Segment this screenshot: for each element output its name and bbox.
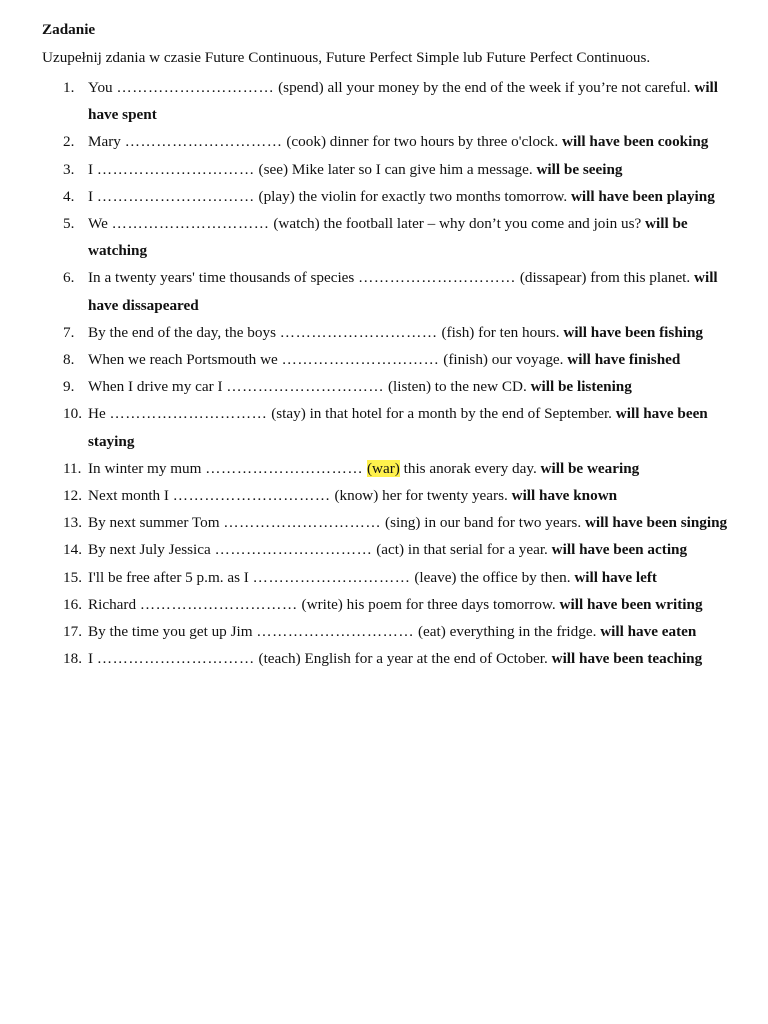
answer-text: will have been writing xyxy=(559,595,703,613)
sentence-start: By the time you get up Jim xyxy=(88,623,257,641)
sentence-end: (watch) the football later – why don’t you come and join us? xyxy=(269,215,646,233)
item-number: 15. xyxy=(63,568,82,586)
answer-blank: ………………………… xyxy=(111,215,270,233)
answer-blank: ………………………… xyxy=(205,459,364,477)
sentence-start: He xyxy=(88,405,110,423)
sentence-start: I xyxy=(88,650,97,668)
answer-blank: ………………………… xyxy=(214,541,373,559)
exercise-item xyxy=(42,319,728,346)
answer-text: will have been cooking xyxy=(561,133,709,151)
item-number: 13. xyxy=(63,514,82,532)
answer-blank: ………………………… xyxy=(252,568,411,586)
exercise-item xyxy=(42,264,728,318)
sentence-end: (teach) English for a year at the end of October. xyxy=(254,650,552,668)
sentence-end: (play) the violin for exactly two months tomorrow. xyxy=(254,187,571,205)
item-number: 9. xyxy=(63,378,75,396)
sentence-start: In a twenty years' time thousands of species xyxy=(88,269,359,287)
exercise-item xyxy=(42,564,728,591)
item-number: 16. xyxy=(63,595,82,613)
exercise-item xyxy=(42,210,728,264)
item-number: 10. xyxy=(63,405,82,423)
item-number: 5. xyxy=(63,215,75,233)
answer-text: will have been playing xyxy=(570,187,715,205)
exercise-item xyxy=(42,509,728,536)
answer-blank: ………………………… xyxy=(96,650,255,668)
exercise-item xyxy=(42,455,728,482)
answer-blank: ………………………… xyxy=(124,133,283,151)
answer-text: will have been singing xyxy=(584,514,728,532)
answer-blank: ………………………… xyxy=(116,79,275,96)
answer-text: will have known xyxy=(511,487,618,505)
sentence-start: By next summer Tom xyxy=(88,514,224,532)
answer-text: will have been teaching xyxy=(551,650,703,668)
answer-blank: ………………………… xyxy=(139,595,298,613)
item-number: 18. xyxy=(63,650,82,668)
answer-blank: ………………………… xyxy=(358,269,517,287)
sentence-start: I'll be free after 5 p.m. as I xyxy=(88,568,253,586)
sentence-start: By the end of the day, the boys xyxy=(88,323,280,341)
exercise-item xyxy=(42,618,728,645)
sentence-end: (fish) for ten hours. xyxy=(437,323,564,341)
exercise-item xyxy=(42,536,728,563)
sentence-start: Mary xyxy=(88,133,125,151)
item-number: 11. xyxy=(63,459,82,477)
item-number: 7. xyxy=(63,323,75,341)
answer-blank: ………………………… xyxy=(281,351,440,369)
item-number: 8. xyxy=(63,351,75,369)
exercise-item xyxy=(42,156,728,183)
exercise-list xyxy=(42,74,728,672)
sentence-start: You xyxy=(88,79,117,96)
item-number: 14. xyxy=(63,541,82,559)
exercise-item xyxy=(42,373,728,400)
answer-text: will have been acting xyxy=(551,541,688,559)
sentence-end: (leave) the office by then. xyxy=(410,568,575,586)
sentence-end: (stay) in that hotel for a month by the end of September. xyxy=(267,405,616,423)
sentence-start: By next July Jessica xyxy=(88,541,215,559)
sentence-end: (dissapear) from this planet. xyxy=(516,269,694,287)
sentence-end: (write) his poem for three days tomorrow. xyxy=(297,595,560,613)
sentence-start: Next month I xyxy=(88,487,173,505)
item-number: 12. xyxy=(63,487,82,505)
sentence-end: this anorak every day. xyxy=(399,459,541,477)
sentence-start: When I drive my car I xyxy=(88,378,227,396)
page-title: Zadanie xyxy=(42,21,96,38)
exercise-item xyxy=(42,591,728,618)
item-number: 6. xyxy=(63,269,75,287)
answer-blank: ………………………… xyxy=(226,378,385,396)
sentence-start: Richard xyxy=(88,595,140,613)
exercise-item xyxy=(42,645,728,672)
sentence-start: I xyxy=(88,187,97,205)
item-number: 4. xyxy=(63,187,75,205)
answer-text: will have left xyxy=(574,568,657,586)
answer-blank: ………………………… xyxy=(172,487,331,505)
sentence-end: (sing) in our band for two years. xyxy=(381,514,585,532)
answer-text: will have finished xyxy=(567,351,681,369)
exercise-item xyxy=(42,482,728,509)
exercise-item xyxy=(42,346,728,373)
sentence-end: (know) her for twenty years. xyxy=(330,487,512,505)
answer-blank: ………………………… xyxy=(96,187,255,205)
answer-blank: ………………………… xyxy=(279,323,438,341)
answer-text: will have spent xyxy=(88,79,718,124)
answer-text: will have dissapeared xyxy=(88,269,718,314)
answer-blank: ………………………… xyxy=(256,623,415,641)
item-number: 17. xyxy=(63,623,82,641)
answer-text: will have been staying xyxy=(88,405,708,450)
sentence-end: (see) Mike later so I can give him a message. xyxy=(254,160,537,178)
item-number: 2. xyxy=(63,133,75,151)
sentence-start: I xyxy=(88,160,97,178)
answer-text: will be wearing xyxy=(540,459,640,477)
sentence-end: (eat) everything in the fridge. xyxy=(414,623,601,641)
answer-text: will be listening xyxy=(530,378,632,396)
answer-text: will have eaten xyxy=(600,623,697,641)
sentence-start: We xyxy=(88,215,112,233)
exercise-item xyxy=(42,128,728,155)
exercise-item xyxy=(42,74,728,128)
highlighted-verb: (war) xyxy=(366,459,400,477)
sentence-end: (finish) our voyage. xyxy=(439,351,568,369)
sentence-end: (spend) all your money by the end of the week if you’re not careful. xyxy=(274,79,695,96)
answer-text: will be watching xyxy=(88,215,688,260)
answer-blank: ………………………… xyxy=(96,160,255,178)
exercise-item xyxy=(42,400,728,454)
answer-blank: ………………………… xyxy=(223,514,382,532)
sentence-end: (act) in that serial for a year. xyxy=(372,541,552,559)
sentence-end: (cook) dinner for two hours by three o'clock. xyxy=(282,133,562,151)
answer-text: will be seeing xyxy=(536,160,623,178)
sentence-end: (listen) to the new CD. xyxy=(384,378,531,396)
sentence-start: When we reach Portsmouth we xyxy=(88,351,282,369)
item-number: 3. xyxy=(63,160,75,178)
sentence-start: In winter my mum xyxy=(88,459,206,477)
exercise-item xyxy=(42,183,728,210)
answer-blank: ………………………… xyxy=(109,405,268,423)
item-number: 1. xyxy=(63,79,75,96)
instruction-text: Uzupełnij zdania w czasie Future Continuous, Future Perfect Simple lub Future Perfect Continuous. xyxy=(42,49,651,66)
answer-text: will have been fishing xyxy=(563,323,704,341)
